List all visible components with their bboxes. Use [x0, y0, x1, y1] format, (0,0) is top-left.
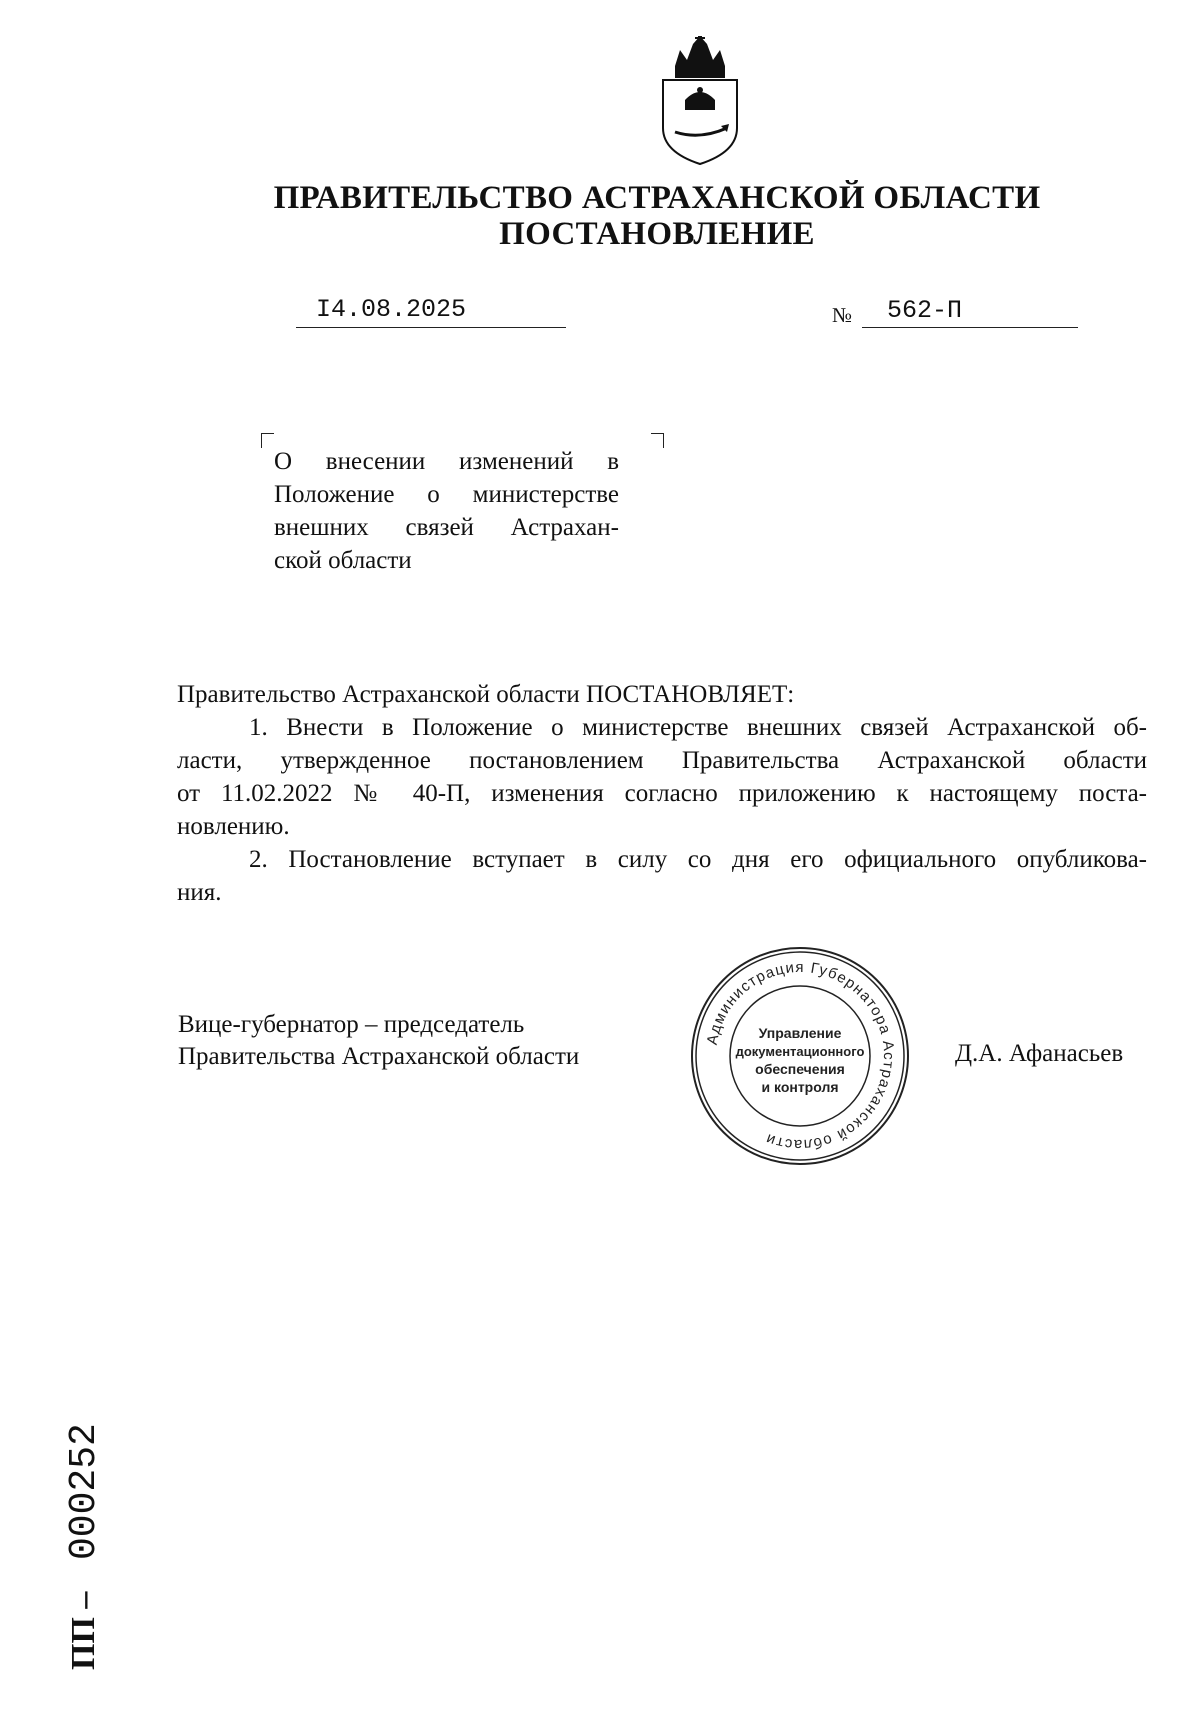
official-seal-stamp [688, 944, 912, 1168]
date-underline [296, 327, 566, 328]
document-number: 562-П [887, 296, 963, 325]
item1-line: 1. Внести в Положение о министерстве внешних связей Астраханской об- [249, 714, 1147, 741]
signer-name: Д.А. Афанасьев [955, 1040, 1124, 1067]
seal-center-line: и контроля [761, 1079, 839, 1095]
item1-line: новлению. [177, 813, 290, 840]
registration-digits: 000252 [63, 1423, 106, 1560]
seal-center-line: документационного [735, 1044, 865, 1059]
signer-title-line: Правительства Астраханской области [178, 1043, 580, 1070]
subject-line: Положение о министерстве [274, 481, 619, 508]
number-underline [862, 327, 1078, 328]
document-type-title: ПОСТАНОВЛЕНИЕ [499, 216, 815, 252]
subject-bracket-left [261, 433, 274, 448]
subject-line: внешних связей Астрахан- [274, 514, 619, 541]
seal-center-line: обеспечения [755, 1061, 845, 1077]
coat-of-arms-emblem [655, 36, 745, 166]
registration-number [18, 1380, 128, 1680]
subject-bracket-right [651, 433, 664, 448]
preamble: Правительство Астраханской области ПОСТАНОВЛЯЕТ: [177, 681, 795, 708]
item1-line: ласти, утвержденное постановлением Правительства Астраханской области [177, 747, 1147, 774]
item1-line: от 11.02.2022 № 40-П, изменения согласно приложению к настоящему поста- [177, 780, 1147, 807]
document-date: I4.08.2025 [316, 295, 467, 324]
subject-line: ской области [274, 547, 412, 574]
number-sign: № [832, 303, 853, 327]
signer-title-line: Вице-губернатор – председатель [178, 1011, 525, 1038]
subject-block [274, 445, 619, 577]
organization-title: ПРАВИТЕЛЬСТВО АСТРАХАНСКОЙ ОБЛАСТИ [273, 180, 1041, 216]
seal-center-line: Управление [758, 1025, 842, 1041]
subject-line: О внесении изменений в [274, 448, 619, 475]
item2-line: 2. Постановление вступает в силу со дня его официального опубликова- [249, 846, 1147, 873]
item2-line: ния. [177, 879, 222, 906]
seal-ring-text: Администрация Губернатора Астраханской области [703, 958, 898, 1154]
resolution-body [177, 678, 1147, 909]
registration-prefix: ПП – [65, 1591, 102, 1670]
signer-title [178, 1009, 579, 1073]
